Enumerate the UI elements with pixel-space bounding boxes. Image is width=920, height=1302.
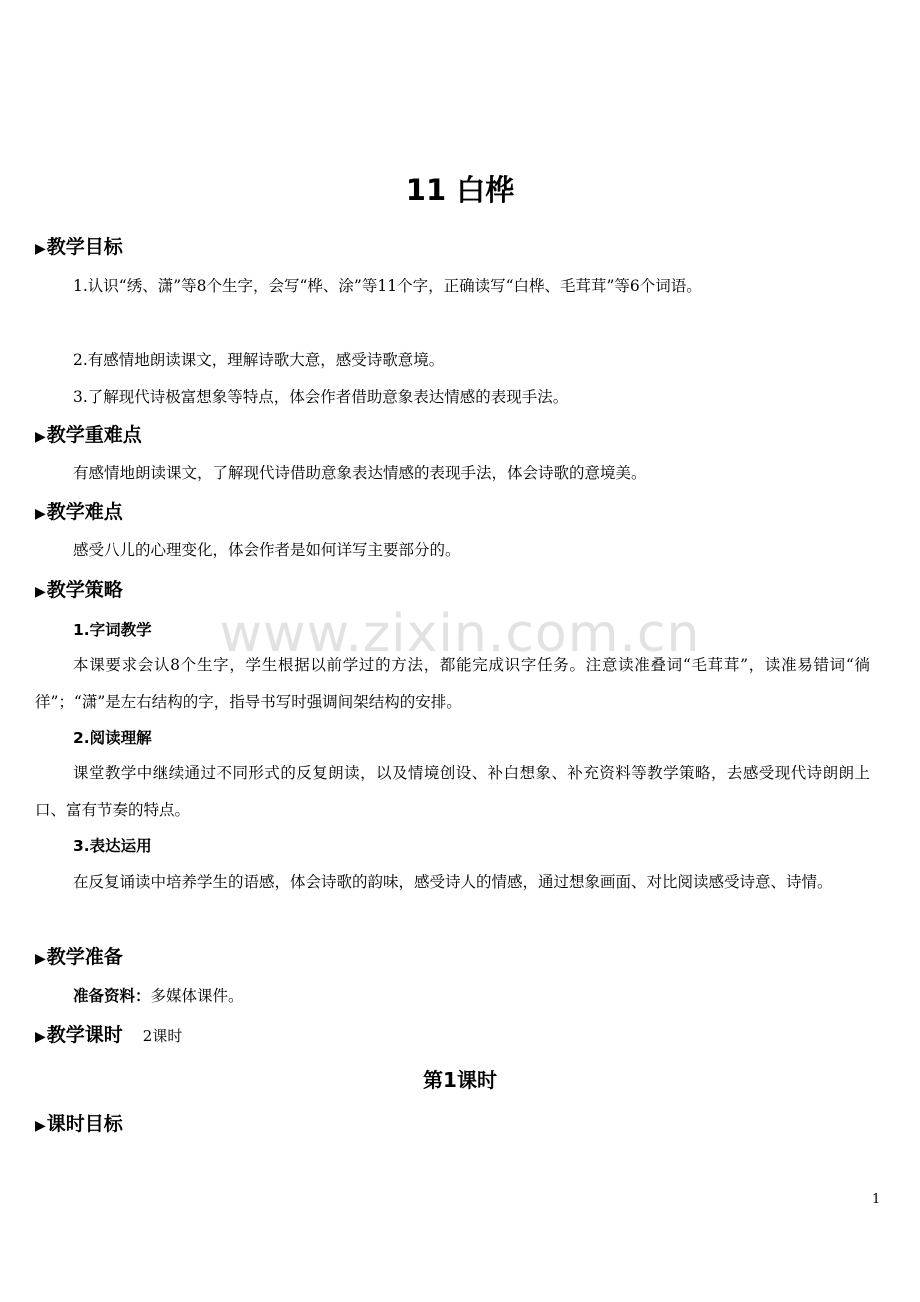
heading-strategies — [35, 577, 123, 605]
class-hours-value: 2课时 — [142, 1027, 183, 1045]
page-number: 1 — [872, 1192, 881, 1207]
lesson-title: 第1课时 — [423, 1068, 497, 1092]
heading-label: 教学课时 — [46, 1024, 123, 1046]
page-title: 11 白桦 — [405, 173, 515, 207]
preparation-value: 多媒体课件。 — [150, 987, 244, 1005]
goal-item: 2.有感情地朗读课文，理解诗歌大意，感受诗歌意境。 — [73, 351, 445, 369]
goal-item: 1.认识“绣、潇”等8个生字，会写“桦、涂”等11个字，正确读写“白桦、毛茸茸”等6个词语。 — [73, 277, 702, 295]
triangle-bullet-icon: ▶ — [35, 241, 46, 257]
strategy-text: 在反复诵读中培养学生的语感，体会诗歌的韵味，感受诗人的情感，通过想象画面、对比阅读感受诗意、诗情。 — [73, 873, 833, 891]
goal-item: 3.了解现代诗极富想象等特点，体会作者借助意象表达情感的表现手法。 — [73, 388, 569, 406]
heading-teaching-goals — [35, 234, 123, 262]
strategy-text: 本课要求会认8个生字，学生根据以前学过的方法，都能完成识字任务。注意读准叠词“毛茸茸”，读准易错词“徜徉”；“潇”是左右结构的字，指导书写时强调间架结构的安排。 — [35, 656, 870, 711]
heading-label: 教学准备 — [46, 946, 123, 968]
heading-label: 教学重难点 — [46, 424, 142, 446]
heading-label: 课时目标 — [46, 1113, 123, 1135]
preparation-label: 准备资料： — [73, 987, 151, 1005]
preparation-line — [35, 978, 870, 1015]
difficulties-text: 感受八儿的心理变化，体会作者是如何详写主要部分的。 — [73, 541, 461, 559]
heading-label: 教学策略 — [46, 579, 123, 601]
strategy-title: 2.阅读理解 — [73, 729, 152, 747]
triangle-bullet-icon: ▶ — [35, 584, 46, 600]
triangle-bullet-icon: ▶ — [35, 1118, 46, 1134]
heading-lesson-goals — [35, 1111, 123, 1139]
triangle-bullet-icon: ▶ — [35, 951, 46, 967]
key-points-text: 有感情地朗读课文，了解现代诗借助意象表达情感的表现手法，体会诗歌的意境美。 — [73, 464, 647, 482]
strategy-title: 1.字词教学 — [73, 621, 152, 639]
heading-label: 教学目标 — [46, 236, 123, 258]
heading-key-points — [35, 422, 142, 450]
heading-class-hours — [35, 1022, 182, 1050]
triangle-bullet-icon: ▶ — [35, 506, 46, 522]
heading-difficulties — [35, 499, 123, 527]
heading-label: 教学难点 — [46, 501, 123, 523]
strategy-text: 课堂教学中继续通过不同形式的反复朗读，以及情境创设、补白想象、补充资料等教学策略，去感受现代诗朗朗上口、富有节奏的特点。 — [35, 764, 870, 819]
heading-preparation — [35, 944, 123, 972]
triangle-bullet-icon: ▶ — [35, 429, 46, 445]
watermark: www.zixin.com.cn — [219, 604, 701, 664]
triangle-bullet-icon: ▶ — [35, 1029, 46, 1045]
strategy-title: 3.表达运用 — [73, 837, 152, 855]
